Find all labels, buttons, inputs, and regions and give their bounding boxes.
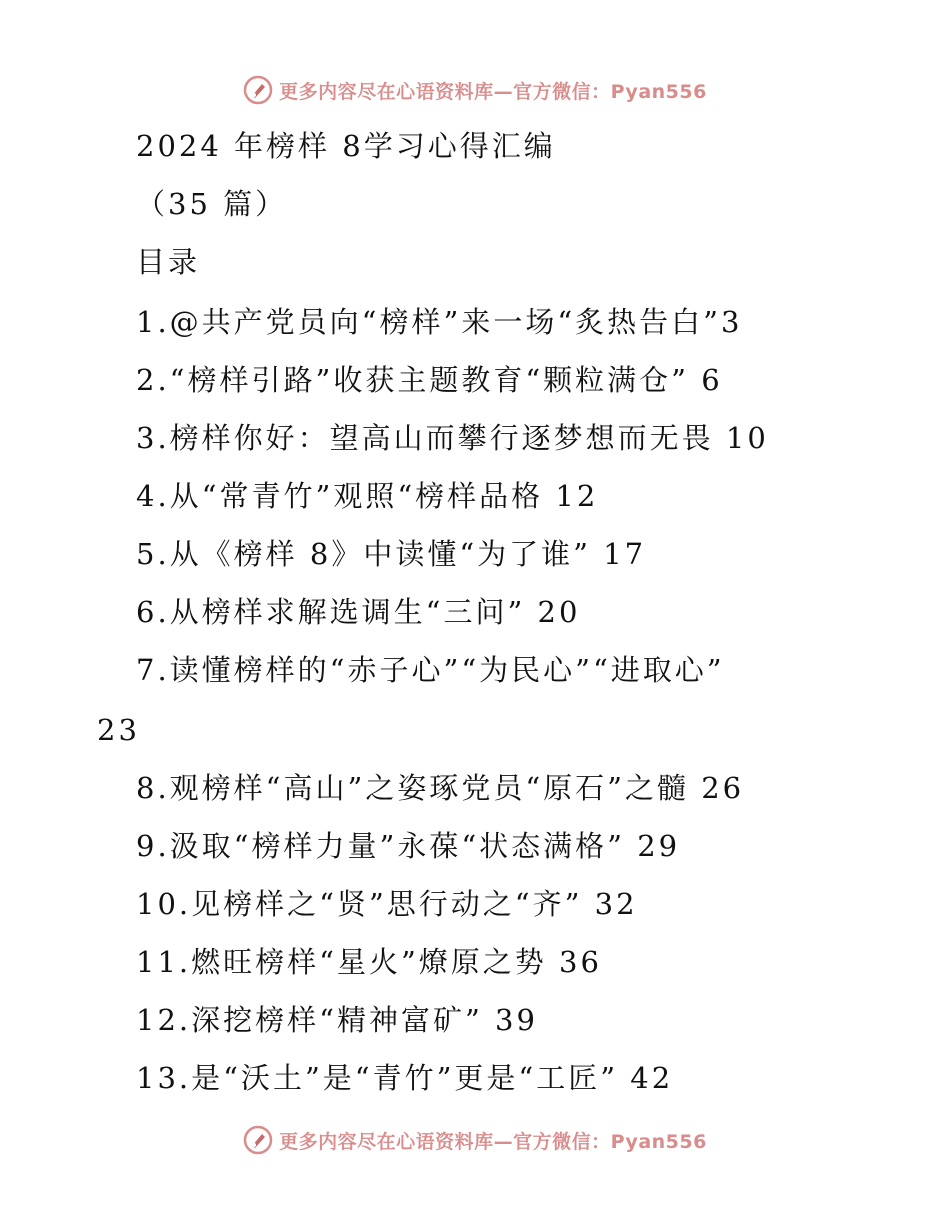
toc-item: 4.从“常青竹”观照“榜样品格 12 <box>136 479 599 513</box>
document-title: 2024 年榜样 8学习心得汇编 <box>136 129 556 163</box>
pen-nib-circle-icon <box>243 1125 273 1155</box>
toc-item: 8.观榜样“高山”之姿琢党员“原石”之髓 26 <box>136 771 745 805</box>
document-subtitle: （35 篇） <box>136 187 288 221</box>
toc-item: 5.从《榜样 8》中读懂“为了谁” 17 <box>136 537 647 571</box>
toc-item: 6.从榜样求解选调生“三问” 20 <box>136 595 581 629</box>
toc-item: 13.是“沃土”是“青竹”更是“工匠” 42 <box>136 1061 674 1095</box>
pen-nib-circle-icon <box>243 75 273 105</box>
toc-heading: 目录 <box>136 245 201 279</box>
watermark-text: 更多内容尽在心语资料库—官方微信：Pyan556 <box>279 80 707 103</box>
toc-item: 10.见榜样之“贤”思行动之“齐” 32 <box>136 887 638 921</box>
toc-item: 1.@共产党员向“榜样”来一场“炙热告白”3 <box>136 305 743 339</box>
toc-item-page-wrap: 23 <box>97 713 140 747</box>
toc-item: 11.燃旺榜样“星火”燎原之势 36 <box>136 945 602 979</box>
toc-item: 7.读懂榜样的“赤子心”“为民心”“进取心” <box>136 653 725 687</box>
toc-item: 9.汲取“榜样力量”永葆“状态满格” 29 <box>136 829 681 863</box>
watermark-footer <box>0 1122 950 1158</box>
watermark-header <box>0 72 950 108</box>
watermark-text: 更多内容尽在心语资料库—官方微信：Pyan556 <box>279 1130 707 1153</box>
toc-item: 12.深挖榜样“精神富矿” 39 <box>136 1003 538 1037</box>
toc-item: 2.“榜样引路”收获主题教育“颗粒满仓” 6 <box>136 363 723 397</box>
toc-item: 3.榜样你好：望高山而攀行逐梦想而无畏 10 <box>136 421 769 455</box>
